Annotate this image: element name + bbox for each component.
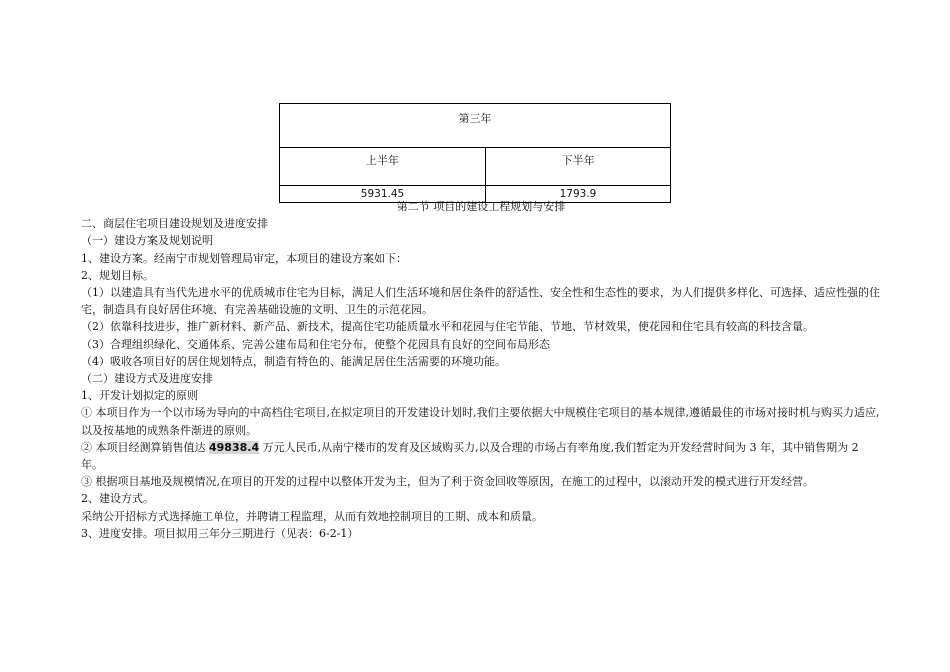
- table-subheader-second-half: 下半年: [486, 148, 671, 186]
- paragraph-principle-1: ① 本项目作为一个以市场为导向的中高档住宅项目,在拟定项目的开发建设计划时,我们主要依据大中规模住宅项目的基本规律,遵循最佳的市场对接时机与购买力适应,以及按基地的成熟条件渐进的原则。: [81, 406, 880, 437]
- table-header-year: 第三年: [280, 104, 671, 148]
- paragraph-tender: 采纳公开招标方式选择施工单位，并聘请工程监理，从而有效地控制项目的工期、成本和质量。: [81, 509, 543, 523]
- paragraph-construction-mode: 2、建设方式。: [81, 492, 154, 506]
- paragraph-goal-4: （4）吸收各项目好的居住规划特点，制造有特色的、能满足居住生活需要的环境功能。: [81, 354, 506, 368]
- document-body: [81, 198, 881, 542]
- sales-value-highlight: 49838.4: [209, 440, 260, 454]
- paragraph-goal-3: （3）合理组织绿化、交通体系、完善公建布局和住宅分布，使整个花园具有良好的空间布局形态: [81, 337, 550, 351]
- heading-residential-plan: 二、商层住宅项目建设规划及进度安排: [81, 217, 268, 231]
- paragraph-goal-2: （2）依靠科技进步，推广新材料、新产品、新技术，提高住宅功能质量水平和花园与住宅节能、节地、节材效果，使花园和住宅具有较高的科技含量。: [81, 320, 814, 334]
- paragraph-construction-scheme: 1、建设方案。经南宁市规划管理局审定，本项目的建设方案如下：: [81, 251, 407, 265]
- paragraph-principle-3: ③ 根据项目基地及规模情况,在项目的开发的过程中以整体开发为主，但为了利于资金回收等原因，在施工的过程中，以滚动开发的模式进行开发经营。: [81, 475, 814, 489]
- subheading-construction-scheme: （一）建设方案及规划说明: [81, 234, 213, 248]
- paragraph-principle-2: [81, 439, 881, 473]
- table-value-second-half: 1793.9: [486, 186, 671, 203]
- paragraph-planning-goal: 2、规划目标。: [81, 268, 154, 282]
- paragraph-plan-principles: 1、开发计划拟定的原则: [81, 389, 198, 403]
- table-subheader-first-half: 上半年: [280, 148, 486, 186]
- principle-2-suffix: 万元人民币,从南宁楼市的发育及区域购买力,以及合理的市场占有率角度,我们暂定为开发经营时间为 3 年，其中销售期为 2 年。: [81, 440, 859, 472]
- section-title: 第二节 项目的建设工程规划与安排: [396, 200, 566, 213]
- paragraph-schedule: 3、进度安排。项目拟用三年分三期进行（见表：6-2-1）: [81, 526, 359, 540]
- subheading-construction-method: （二）建设方式及进度安排: [81, 372, 213, 386]
- paragraph-goal-1: （1）以建造具有当代先进水平的优质城市住宅为目标，满足人们生活环境和居住条件的舒适性、安全性和生态性的要求，为人们提供多样化、可选择、适应性强的住宅，制造具有良好居住环境、有完善基础设施的文明、卫生的示范花园。: [81, 286, 880, 317]
- table-value-first-half: 5931.45: [280, 186, 486, 203]
- principle-2-prefix: ② 本项目经测算销售值达: [81, 440, 209, 454]
- schedule-table: [279, 103, 671, 203]
